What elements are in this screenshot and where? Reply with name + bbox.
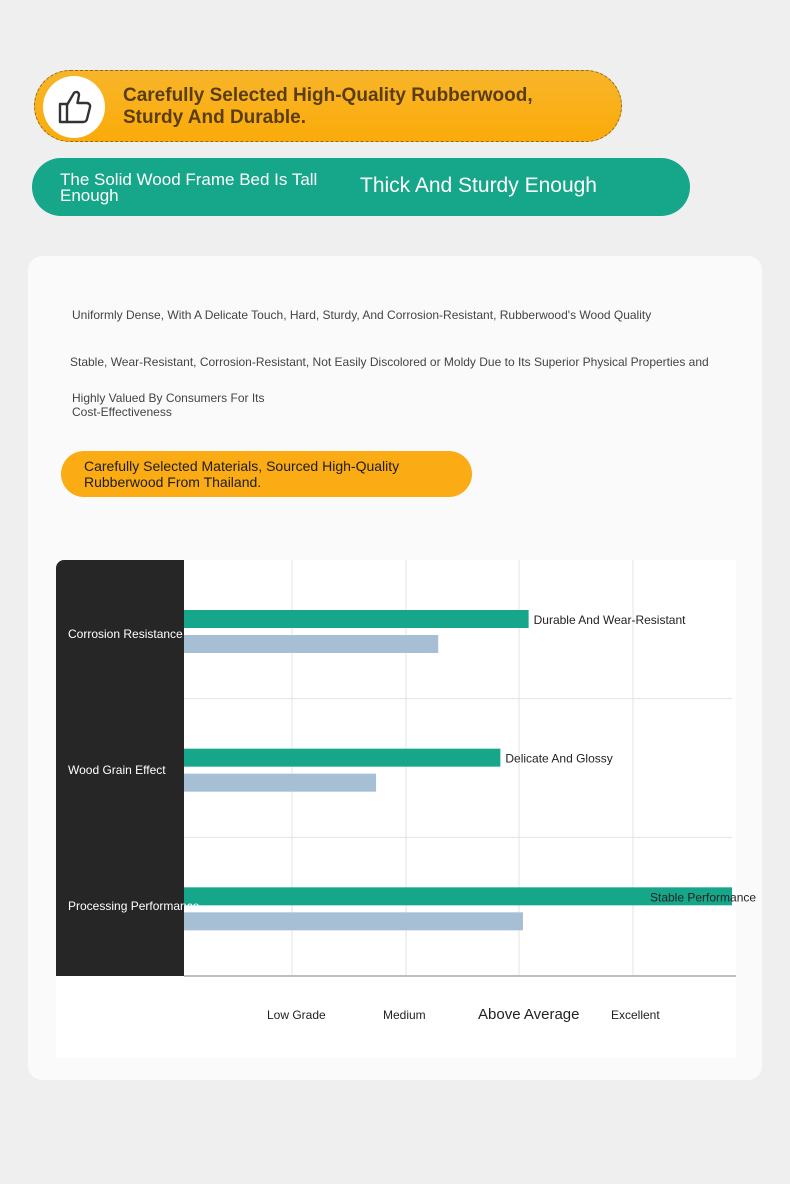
description-line-3: Highly Valued By Consumers For Its — [72, 391, 265, 405]
bar-series1-cat1 — [184, 610, 529, 628]
bar-series1-cat2 — [184, 749, 500, 767]
quality-chart — [56, 560, 757, 1058]
bed-frame-banner — [32, 158, 690, 216]
bar-series2-cat3 — [184, 912, 523, 930]
thumbs-up-icon — [54, 87, 94, 127]
materials-banner-text: Carefully Selected Materials, Sourced High-Quality Rubberwood From Thailand. — [84, 458, 400, 490]
x-tick-2: Medium — [383, 1008, 426, 1022]
quality-banner-text: Carefully Selected High-Quality Rubberwood, Sturdy And Durable. — [123, 85, 533, 128]
bar-series2-cat1 — [184, 635, 438, 653]
description-line-1: Uniformly Dense, With A Delicate Touch, Hard, Sturdy, And Corrosion-Resistant, Rubberwood's Wood Quality — [72, 308, 652, 322]
bar-series2-cat2 — [184, 774, 376, 792]
bed-frame-banner-right: Thick And Sturdy Enough — [360, 174, 597, 197]
description-line-4: Cost-Effectiveness — [72, 405, 172, 419]
x-tick-4: Excellent — [611, 1008, 660, 1022]
x-tick-1: Low Grade — [267, 1008, 326, 1022]
category-label-1: Corrosion Resistance — [68, 627, 183, 641]
bed-frame-banner-left: The Solid Wood Frame Bed Is Tall Enough — [60, 170, 318, 205]
quality-banner — [34, 70, 622, 142]
category-label-2: Wood Grain Effect — [68, 763, 166, 777]
bar-label-3: Stable Performance — [650, 890, 757, 905]
description-line-2: Stable, Wear-Resistant, Corrosion-Resistant, Not Easily Discolored or Moldy Due to Its Superior Physical Properties and — [70, 355, 709, 369]
thumbs-up-badge — [43, 76, 105, 138]
materials-banner — [61, 451, 472, 497]
bar-label-2: Delicate And Glossy — [505, 751, 613, 766]
bar-label-1: Durable And Wear-Resistant — [533, 613, 686, 627]
category-label-3: Processing Performance — [68, 899, 200, 913]
x-tick-3: Above Average — [478, 1006, 580, 1023]
